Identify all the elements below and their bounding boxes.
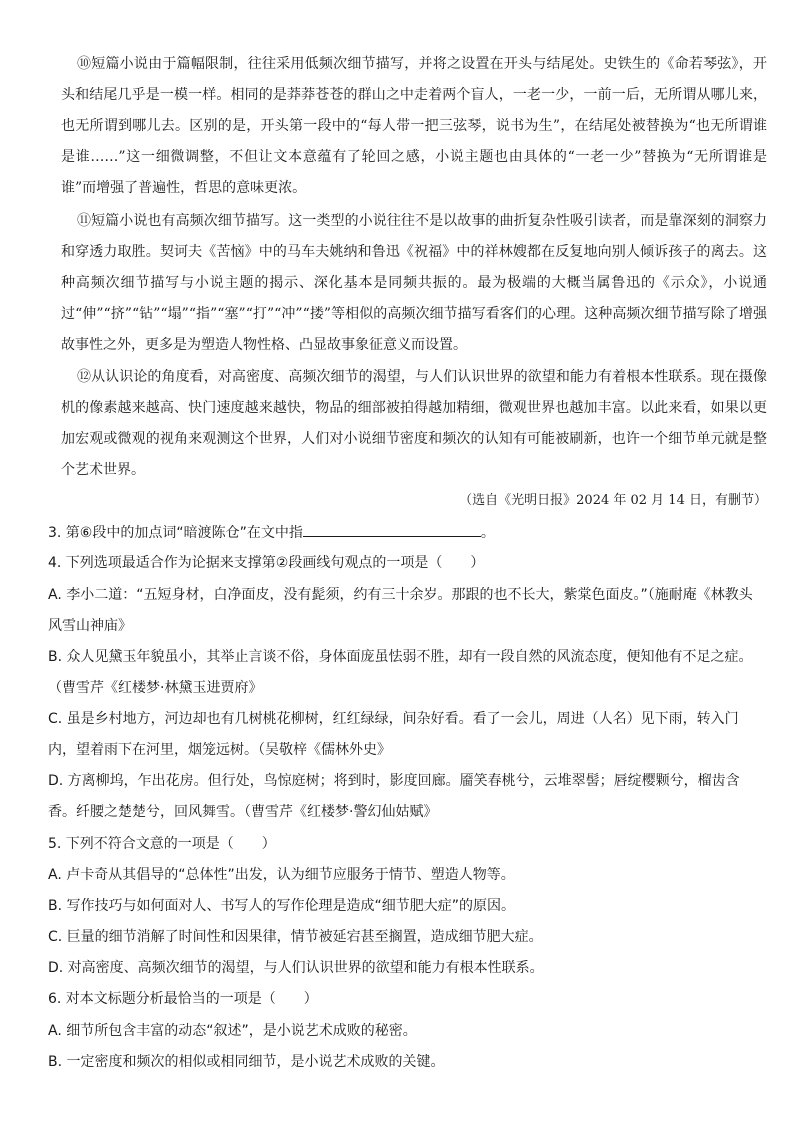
question-4-option-a: A. 李小二道：“五短身材，白净面皮，没有髭须，约有三十余岁。那跟的也不长大，紫棠色面皮。”（施耐庵《林教头风雪山神庙》 (48, 587, 753, 634)
question-4-option-c: C. 虽是乡村地方，河边却也有几树桃花柳树，红红绿绿，间杂好看。看了一会儿，周进（人名）见下雨，转入门内，望着雨下在河里，烟笼远树。（吴敬梓《儒林外史》 (48, 711, 739, 758)
question-5-option-a: A. 卢卡奇从其倡导的“总体性”出发，认为细节应服务于情节、塑造人物等。 (48, 867, 515, 883)
article-paragraph-11: ⑪短篇小说也有高频次细节描写。这一类型的小说往往不是以故事的曲折复杂性吸引读者，而是靠深刻的洞察力和穿透力取胜。契诃夫《苦恼》中的马车夫姚纳和鲁迅《祝福》中的祥林嫂都在反复地向别人倾诉孩子的离去。这种高频次细节描写与小说主题的揭示、深化基本是同频共振的。最为极端的大概当属鲁迅的《示众》，小说通过“伸”“挤”“钻”“塌”“指”“塞”“打”“冲”“搂”等相似的高频次细节描写看客们的心理。这种高频次细节描写除了增强故事性之外，更多是为塑造人物性格、凸显故事象征意义而设置。 (61, 213, 767, 353)
question-4-option-d: D. 方离柳坞，乍出花房。但行处，鸟惊庭树；将到时，影度回廊。靥笑春桃兮，云堆翠髻；唇绽樱颗兮，榴齿含香。纤腰之楚楚兮，回风舞雪。（曹雪芹《红楼梦·警幻仙姑赋》 (48, 773, 740, 820)
question-6-option-a: A. 细节所包含丰富的动态“叙述”，是小说艺术成败的秘密。 (48, 1023, 417, 1039)
question-4: 4. 下列选项最适合作为论据来支撑第②段画线句观点的一项是（ ） (48, 555, 485, 571)
question-5: 5. 下列不符合文意的一项是（ ） (48, 836, 276, 852)
article-paragraph-12: ⑫从认识论的角度看，对高密度、高频次细节的渴望，与人们认识世界的欲望和能力有着根本性联系。现在摄像机的像素越来越高、快门速度越来越快，物品的细部被拍得越加精细，微观世界也越加丰富。以此来看，如果以更加宏观或微观的视角来观测这个世界，人们对小说细节密度和频次的认知有可能被刷新，也许一个细节单元就是整个艺术世界。 (61, 369, 767, 478)
answer-blank[interactable] (303, 522, 481, 537)
question-6-option-b: B. 一定密度和频次的相似或相同细节，是小说艺术成败的关键。 (48, 1054, 445, 1070)
question-5-option-d: D. 对高密度、高频次细节的渴望，与人们认识世界的欲望和能力有根本性联系。 (48, 960, 544, 976)
question-3 (48, 518, 760, 549)
article-paragraph-10: ⑩短篇小说由于篇幅限制，往往采用低频次细节描写，并将之设置在开头与结尾处。史铁生的《命若琴弦》，开头和结尾几乎是一模一样。相同的是莽莽苍苍的群山之中走着两个盲人，一老一少，一前一后，无所谓从哪儿来，也无所谓到哪儿去。区别的是，开头第一段中的“每人带一把三弦琴，说书为生”，在结尾处被替换为“也无所谓谁是谁……”这一细微调整，不但让文本意蕴有了轮回之感，小说主题也由具体的“一老一少”替换为“无所谓谁是谁”而增强了普遍性，哲思的意味更浓。 (61, 56, 767, 196)
question-3-suffix: 。 (480, 525, 495, 541)
question-5-option-b: B. 写作技巧与如何面对人、书写人的写作伦理是造成“细节肥大症”的原因。 (48, 898, 516, 914)
question-4-option-b: B. 众人见黛玉年貌虽小，其举止言谈不俗，身体面庞虽怯弱不胜，却有一段自然的风流态度，便知他有不足之症。（曹雪芹《红楼梦·林黛玉进贾府》 (48, 649, 753, 696)
question-6: 6. 对本文标题分析最恰当的一项是（ ） (48, 991, 318, 1007)
article-source: （选自《光明日报》2024 年 02 月 14 日，有删节） (459, 493, 767, 508)
question-5-option-c: C. 巨量的细节消解了时间性和因果律，情节被延宕甚至搁置，造成细节肥大症。 (48, 929, 543, 945)
question-3-text: 3. 第⑥段中的加点词“暗渡陈仓”在文中指 (48, 525, 303, 541)
